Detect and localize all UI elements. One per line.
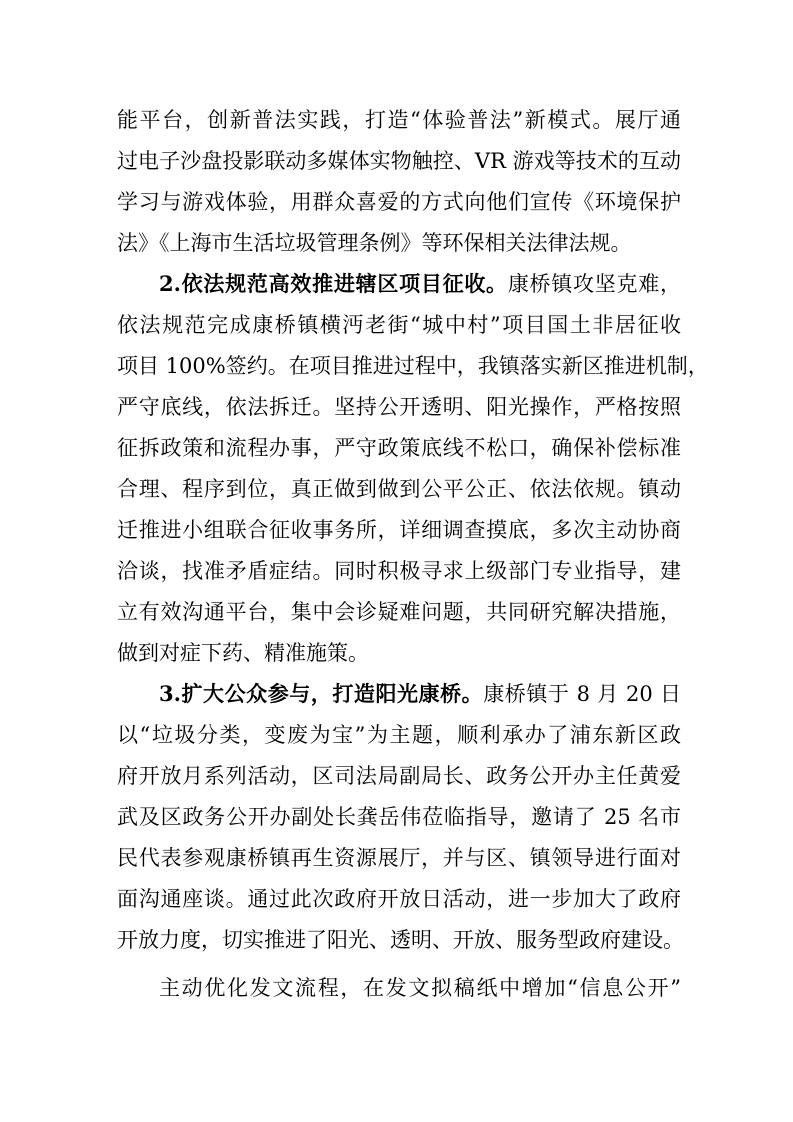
paragraph-2-heading: 2.依法规范高效推进辖区项目征收。 xyxy=(159,271,508,296)
paragraph-1-line-1: 能平台，创新普法实践，打造“体验普法”新模式。展厅通 xyxy=(117,108,681,132)
paragraph-2-line-5: 征拆政策和流程办事，严守政策底线不松口，确保补偿标准 xyxy=(117,436,681,460)
paragraph-2-line-6: 合理、程序到位，真正做到做到公平公正、依法依规。镇动 xyxy=(117,477,681,501)
paragraph-3-line-5: 民代表参观康桥镇再生资源展厅，并与区、镇领导进行面对 xyxy=(117,846,681,870)
paragraph-2-line-2: 依法规范完成康桥镇横沔老街“城中村”项目国土非居征收 xyxy=(117,313,681,337)
paragraph-2-line-8: 洽谈，找准矛盾症结。同时积极寻求上级部门专业指导，建 xyxy=(117,559,681,583)
paragraph-3-line-6: 面沟通座谈。通过此次政府开放日活动，进一步加大了政府 xyxy=(117,887,681,911)
paragraph-1-line-3: 学习与游戏体验，用群众喜爱的方式向他们宣传《环境保护 xyxy=(117,190,681,214)
paragraph-4-line-1: 主动优化发文流程，在发文拟稿纸中增加“信息公开” xyxy=(159,976,681,1000)
paragraph-3-line-3: 府开放月系列活动，区司法局副局长、政务公开办主任黄爱 xyxy=(117,764,681,788)
paragraph-2-line-4: 严守底线，依法拆迁。坚持公开透明、阳光操作，严格按照 xyxy=(117,395,681,419)
paragraph-3-first-line-rest: 康桥镇于 8 月 20 日 xyxy=(483,682,681,706)
paragraph-2-line-7: 迁推进小组联合征收事务所，详细调查摸底，多次主动协商 xyxy=(117,518,681,542)
paragraph-3-line-1 xyxy=(159,674,681,714)
paragraph-3-heading: 3.扩大公众参与，打造阳光康桥。 xyxy=(159,681,484,706)
paragraph-3-line-7: 开放力度，切实推进了阳光、透明、开放、服务型政府建设。 xyxy=(117,928,684,952)
paragraph-1-line-2: 过电子沙盘投影联动多媒体实物触控、VR 游戏等技术的互动 xyxy=(117,149,681,173)
paragraph-2-line-9: 立有效沟通平台，集中会诊疑难问题，共同研究解决措施， xyxy=(117,600,681,624)
paragraph-2-line-1 xyxy=(159,264,681,304)
paragraph-1-line-4: 法》《上海市生活垃圾管理条例》等环保相关法律法规。 xyxy=(117,231,632,255)
paragraph-2-first-line-rest: 康桥镇攻坚克难， xyxy=(507,272,682,296)
paragraph-3-line-4: 武及区政务公开办副处长龚岳伟莅临指导，邀请了 25 名市 xyxy=(117,805,681,829)
paragraph-3-line-2: 以“垃圾分类，变废为宝”为主题，顺利承办了浦东新区政 xyxy=(117,723,681,747)
paragraph-2-line-3: 项目 100%签约。在项目推进过程中，我镇落实新区推进机制， xyxy=(117,354,709,378)
paragraph-2-line-10: 做到对症下药、精准施策。 xyxy=(117,641,369,665)
